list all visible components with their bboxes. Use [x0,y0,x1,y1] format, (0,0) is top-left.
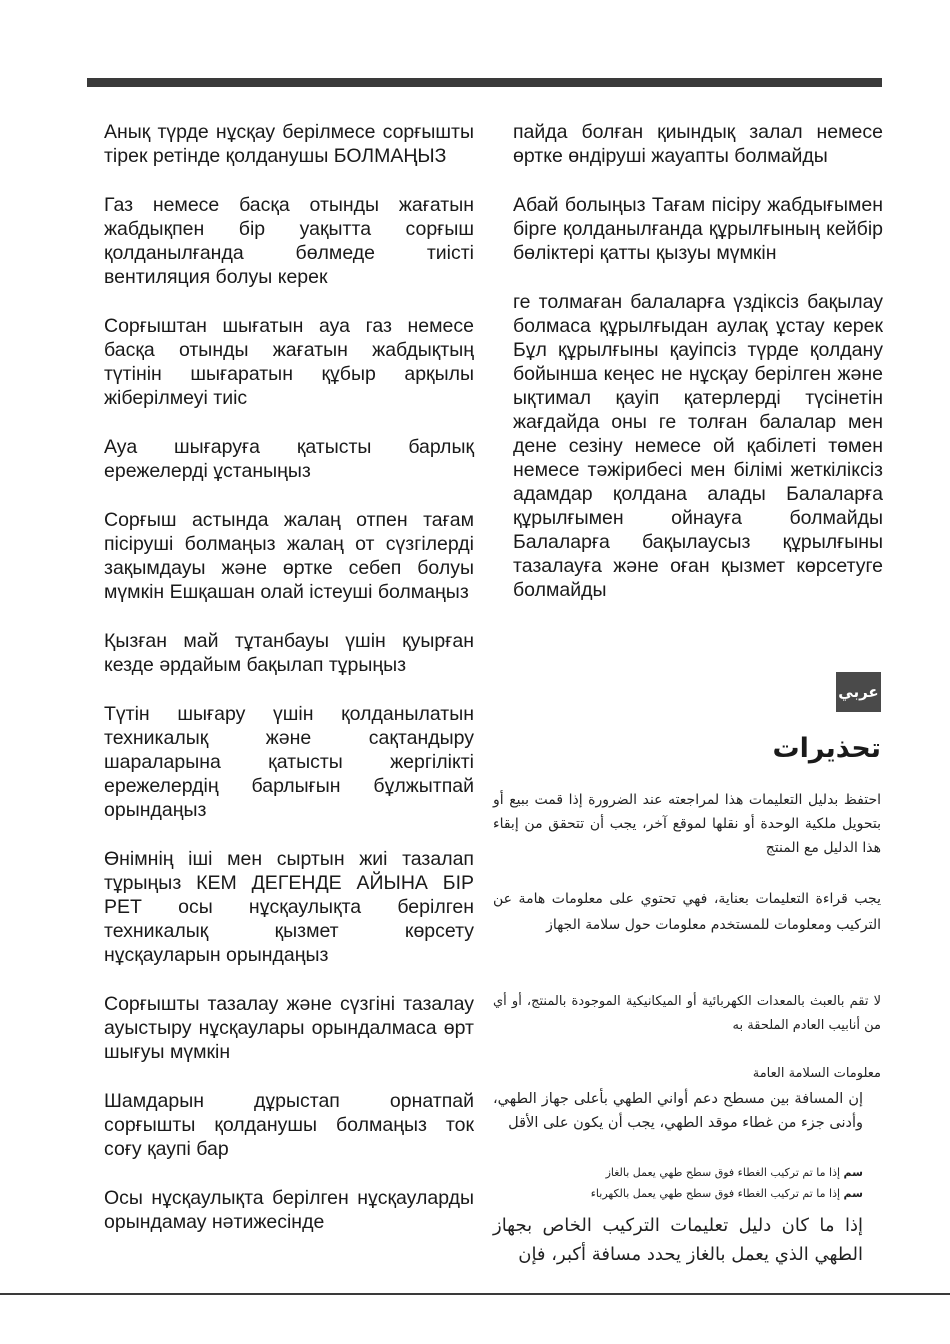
arabic-paragraph: لا تقم بالعبث بالمعدات الكهربائية أو الميكانيكية الموجودة بالمنتج، أو أي من أنابيب العادم الملحقة به [493,994,881,1033]
arabic-paragraph: إن المسافة بين مسطح دعم أواني الطهي بأعلى جهاز الطهي، وأدنى جزء من غطاء موقد الطهي، يجب أن يكون على الأقل [493,1091,863,1131]
warning-paragraph: Сорғыштан шығатын ауа газ немесе басқа отынды жағатын жабдықтың түтінін шығаратын құбыр арқылы жіберілмеуі тиіс [104,315,474,409]
warning-paragraph: Сорғыш астында жалаң отпен тағам пісіруші болмаңыз жалаң от сүзгілерді зақымдауы және өртке себеп болуы мүмкін Ешқашан олай істеуші болмаңыз [104,509,474,603]
warning-paragraph: Сорғышты тазалау және сүзгіні тазалау ауыстыру нұсқаулары орындалмаса өрт шығуы мүмкін [104,993,474,1063]
warning-paragraph: Газ немесе басқа отынды жағатын жабдықпен бір уақытта сорғыш қолданылғанда бөлмеде тиісті вентиляция болуы керек [104,194,474,288]
distance-item-electric: سم إذا ما تم تركيب الغطاء فوق سطح طهي يعمل بالكهرباء [590,1187,863,1200]
distance-item-gas: سم إذا ما تم تركيب الغطاء فوق سطح طهي يعمل بالغاز [605,1166,863,1179]
arabic-paragraph: احتفظ بدليل التعليمات هذا لمراجعته عند الضرورة إذا قمت ببيع أو بتحويل ملكية الوحدة أو نقلها لموقع آخر، يجب أن تتحقق من إبقاء هذا الدليل مع المنتج [493,792,881,856]
arabic-paragraph: يجب قراءة التعليمات بعناية، فهي تحتوي على معلومات هامة عن التركيب ومعلومات للمستخدم معلومات حول سلامة الجهاز [493,891,881,933]
bottom-rule [0,1293,950,1295]
warning-paragraph: Қызған май тұтанбауы үшін қуырған кезде әрдайым бақылап тұрыңыз [104,630,474,676]
kazakh-left-column [104,120,474,1259]
arabic-subheading: معلومات السلامة العامة [752,1066,881,1081]
warning-paragraph: ге толмаған балаларға үздіксіз бақылау болмаса құрылғыдан аулақ ұстау керек Бұл құрылғыны қауіпсіз түрде қолдану бойынша кеңес не нұсқау берілген және ықтимал қауіп қатерлерді түсінетін жағдайда оны ге толған балалар мен дене сезіну немесе ой қабілеті төмен немесе тәжірибесі мен білімі жеткіліксіз адамдар қолдана алады Балаларға құрылғымен ойнауға болмайды Балаларға бақылаусыз құрылғыны тазалауға және оған қызмет көрсетуге болмайды [513,291,883,601]
warning-paragraph: пайда болған қиындық залал немесе өртке өндіруші жауапты болмайды [513,121,883,167]
warning-paragraph: Абай болыңыз Тағам пісіру жабдығымен бірге қолданылғанда құрылғының кейбір бөліктері қатты қызуы мүмкін [513,194,883,264]
warning-paragraph: Шамдарын дұрыстап орнатпай сорғышты қолданушы болмаңыз ток соғу қаупі бар [104,1090,474,1160]
arabic-section-title: تحذيرات [772,733,881,764]
warning-paragraph: Анық түрде нұсқау берілмесе сорғышты тірек ретінде қолданушы БОЛМАҢЫЗ [104,121,474,167]
warning-paragraph: Ауа шығаруға қатысты барлық ережелерді ұстаныңыз [104,436,474,482]
arabic-distance-list [493,1162,863,1204]
warning-paragraph: Түтін шығару үшін қолданылатын техникалық және сақтандыру шараларына қатысты жергілікті ережелердің барлығын бұлжытпай орындаңыз [104,703,474,821]
arabic-language-badge: عربي [836,672,881,712]
kazakh-right-column [513,120,883,627]
top-rule [87,78,882,87]
arabic-paragraph: إذا ما كان دليل تعليمات التركيب الخاص بجهاز الطهي الذي يعمل بالغاز يحدد مسافة أكبر، فإن [493,1215,863,1265]
warning-paragraph: Өнімнің іші мен сыртын жиі тазалап тұрыңыз КЕМ ДЕГЕНДЕ АЙЫНА БІР РЕТ осы нұсқаулықта берілген техникалық қызмет көрсету нұсқауларын орындаңыз [104,848,474,966]
warning-paragraph: Осы нұсқаулықта берілген нұсқауларды орындамау нәтижесінде [104,1187,474,1233]
